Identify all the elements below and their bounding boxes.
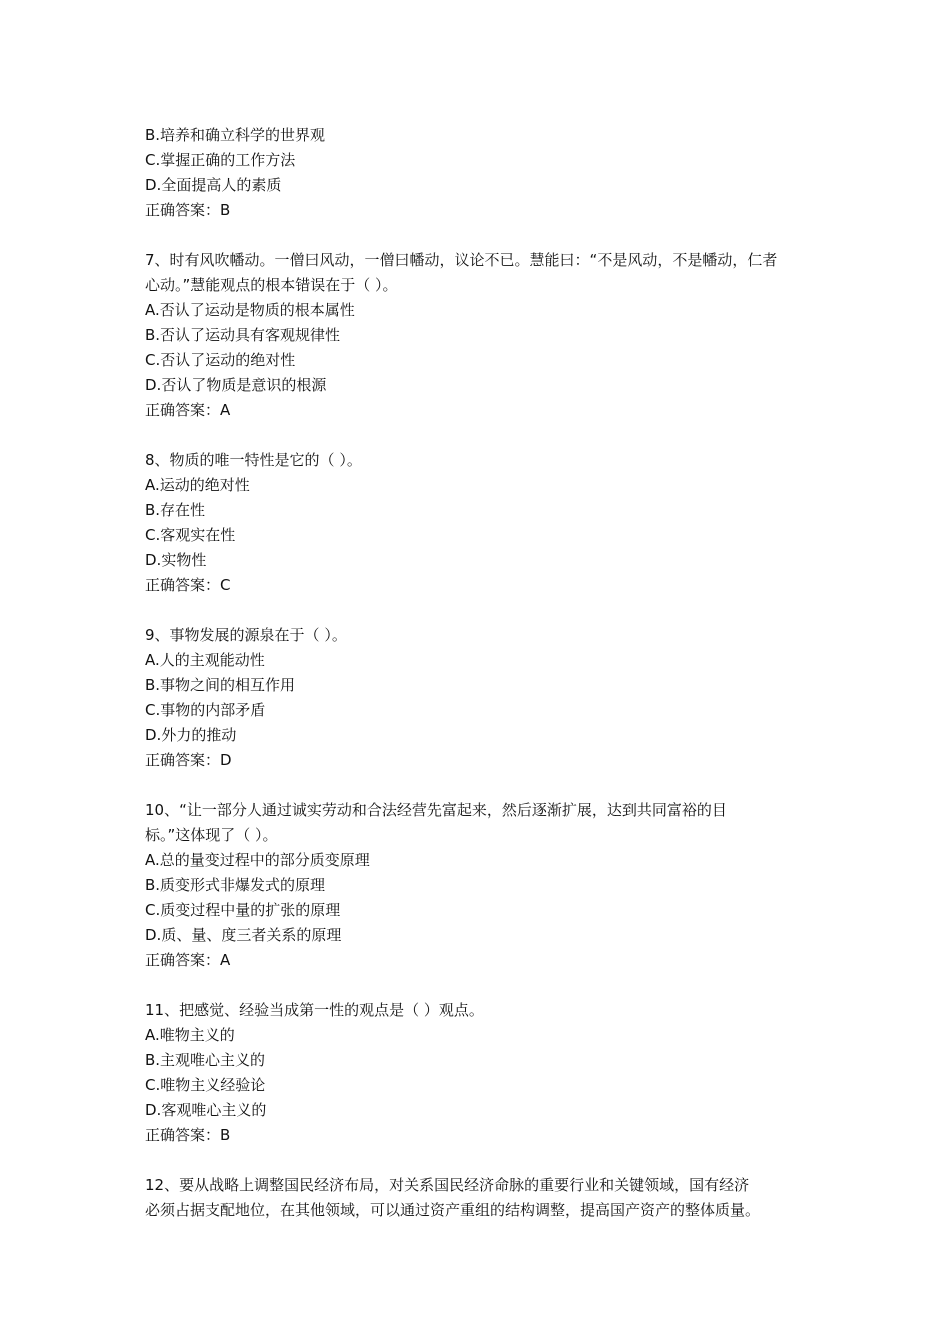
spacer <box>145 423 810 448</box>
option-a: A.人的主观能动性 <box>145 651 265 669</box>
question-10 <box>145 798 810 973</box>
option-c: C.质变过程中量的扩张的原理 <box>145 901 341 919</box>
question-8 <box>145 448 810 598</box>
option-b: B.事物之间的相互作用 <box>145 676 296 694</box>
question-stem: 7、时有风吹幡动。一僧曰风动，一僧曰幡动，议论不已。慧能曰：“不是风动，不是幡动，仁者 <box>145 251 778 269</box>
option-d: D.否认了物质是意识的根源 <box>145 376 327 394</box>
question-11 <box>145 998 810 1148</box>
correct-answer: 正确答案：B <box>145 201 231 219</box>
option-c: C.事物的内部矛盾 <box>145 701 266 719</box>
option-b: B.主观唯心主义的 <box>145 1051 266 1069</box>
option-d: D.外力的推动 <box>145 726 237 744</box>
question-stem-continued: 心动。”慧能观点的根本错误在于（ ）。 <box>145 276 398 294</box>
question-stem: 12、要从战略上调整国民经济布局，对关系国民经济命脉的重要行业和关键领域，国有经济 <box>145 1176 750 1194</box>
option-b: B.培养和确立科学的世界观 <box>145 126 326 144</box>
question-stem: 11、把感觉、经验当成第一性的观点是（ ）观点。 <box>145 1001 484 1019</box>
option-c: C.客观实在性 <box>145 526 236 544</box>
question-7 <box>145 248 810 423</box>
option-d: D.客观唯心主义的 <box>145 1101 267 1119</box>
option-c: C.唯物主义经验论 <box>145 1076 266 1094</box>
spacer <box>145 773 810 798</box>
spacer <box>145 1148 810 1173</box>
option-b: B.否认了运动具有客观规律性 <box>145 326 341 344</box>
option-a: A.否认了运动是物质的根本属性 <box>145 301 355 319</box>
correct-answer: 正确答案：B <box>145 1126 231 1144</box>
spacer <box>145 598 810 623</box>
question-6 <box>145 123 810 223</box>
document-page <box>145 123 810 1223</box>
correct-answer: 正确答案：A <box>145 401 231 419</box>
option-d: D.全面提高人的素质 <box>145 176 282 194</box>
correct-answer: 正确答案：C <box>145 576 231 594</box>
correct-answer: 正确答案：D <box>145 751 232 769</box>
option-c: C.否认了运动的绝对性 <box>145 351 296 369</box>
option-a: A.运动的绝对性 <box>145 476 250 494</box>
option-b: B.存在性 <box>145 501 206 519</box>
question-stem: 9、事物发展的源泉在于（ ）。 <box>145 626 347 644</box>
question-stem: 10、“让一部分人通过诚实劳动和合法经营先富起来，然后逐渐扩展，达到共同富裕的目 <box>145 801 727 819</box>
question-stem-continued: 必须占据支配地位，在其他领域，可以通过资产重组的结构调整，提高国产资产的整体质量。 <box>145 1201 761 1219</box>
option-a: A.唯物主义的 <box>145 1026 235 1044</box>
option-a: A.总的量变过程中的部分质变原理 <box>145 851 370 869</box>
option-c: C.掌握正确的工作方法 <box>145 151 296 169</box>
question-12 <box>145 1173 810 1223</box>
option-d: D.实物性 <box>145 551 207 569</box>
spacer <box>145 223 810 248</box>
option-b: B.质变形式非爆发式的原理 <box>145 876 326 894</box>
question-9 <box>145 623 810 773</box>
question-stem: 8、物质的唯一特性是它的（ ）。 <box>145 451 362 469</box>
question-stem-continued: 标。”这体现了（ ）。 <box>145 826 278 844</box>
correct-answer: 正确答案：A <box>145 951 231 969</box>
spacer <box>145 973 810 998</box>
option-d: D.质、量、度三者关系的原理 <box>145 926 342 944</box>
